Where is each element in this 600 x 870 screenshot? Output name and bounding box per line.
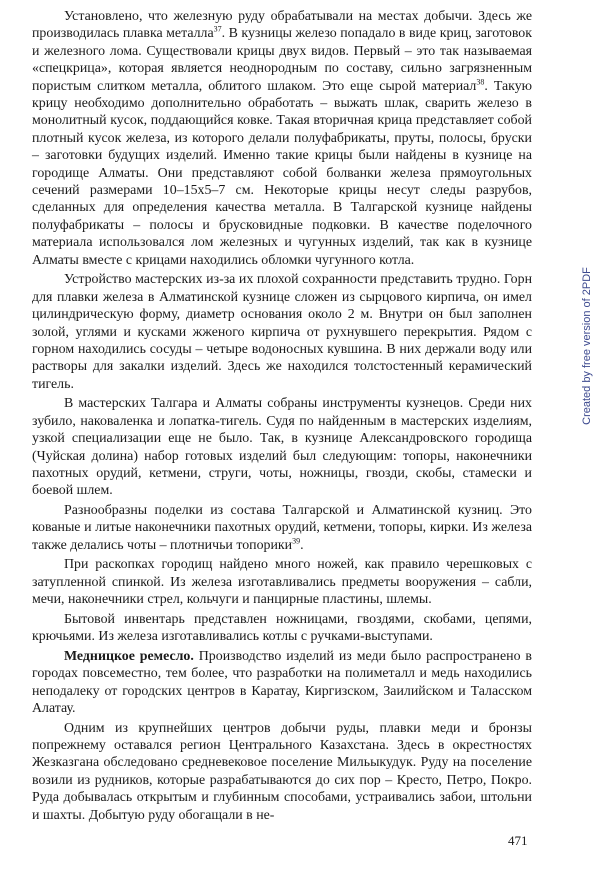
body-text <box>32 8 532 826</box>
paragraph-iron-ore: Установлено, что железную руду обрабатывали на местах добычи. Здесь же производилась плавка металла$^{37}$. В кузницы железо попадало в виде криц, заготовок и железного лома. Существовали крицы двух видов. Первый – это так называемая «спецкрица», которая является неоднородным по составу, сильно загрязненным пористым слитком металла, облитого шлаком. Это еще сырой материал$^{38}$. Такую крицу необходимо дополнительно обработать – выжать шлак, сварить железо в монолитный кусок, поддающийся ковке. Такая вторичная крица представляет собой плотный кусок железа, из которого делали полуфабрикаты, пруты, полосы, бруски – заготовки будущих изделий. Именно такие крицы были найдены в кузнице на городище Алматы. Они представляют собой болванки железа прямоугольных сечений размерами 10–15x5–7 см. Некоторые крицы несут следы разрубов, сделанных для определения качества металла. В Талгарской кузнице найдены полуфабрикаты – полосы и брусковидные подковки. В качестве поделочного материала использовался лом железных и чугунных изделий, так как в кузнице Алматы вместе с крицами находились обломки чугунного котла. <box>32 9 533 268</box>
watermark <box>580 196 594 496</box>
footnote-ref: 37 <box>213 24 222 34</box>
paragraph-central-kazakhstan: Одним из крупнейших центров добычи руды, плавки меди и бронзы попрежнему оставался регион Центрального Казахстана. Здесь в окрестностях Жезказгана обследовано средневековое поселение Мильыкудук. Руду на поселение возили из рудников, которые разрабатываются до сих пор – Кресто, Петро, Покро. Руда добывалась открытым и глубинным способами, устраивались забои, штольни и шахты. Добытую руду обогащали в не- <box>32 720 532 823</box>
paragraph-tools: В мастерских Талгара и Алматы собраны инструменты кузнецов. Среди них зубило, наковаленка и лопатка-тигель. Судя по найденным в мастерских изделиям, узкой специализации еще не было. Так, в кузнице Александровского городища (Чуйская долина) набор готовых изделий был следующим: топоры, наконечники пахотных орудий, кетмени, струги, чоты, ножницы, гвозди, скобы, стамески и боевой шлем. <box>32 396 532 499</box>
footnote-ref: 39 <box>292 536 301 546</box>
footnote-ref: 38 <box>476 77 485 86</box>
book-page <box>32 0 532 870</box>
paragraph-copper-craft: Медницкое ремесло. Производство изделий из меди было распространено в городах повсеместно, тем более, что разработки на полиметалл и медь находились неподалеку от городских центров в Каратау, Киргизском, Заилийском и Таласском Алатау. <box>32 648 532 716</box>
watermark-text: Created by free version of 2PDF <box>581 267 593 425</box>
paragraph-workshops: Устройство мастерских из-за их плохой сохранности представить трудно. Горн для плавки железа в Алматинской кузнице сложен из сырцового кирпича, он имел цилиндрическую форму, диаметр основания около 2 м. Внутри он был заполнен золой, углями и кусками жженого кирпича от рухнувшего перекрытия. Рядом с горном находились сосуды – четыре водоносных кувшина. В них держали воду или растворы для закалки изделий. Здесь же находился толстостенный керамический тигель. <box>32 272 532 392</box>
page-number: 471 <box>508 833 528 848</box>
paragraph-household: Бытовой инвентарь представлен ножницами, гвоздями, скобами, цепями, крючьями. Из железа изготавливались котлы с ручками-выступами. <box>32 611 532 645</box>
section-heading: Медницкое ремесло. <box>64 648 194 664</box>
paragraph-knives: При раскопках городищ найдено много ножей, как правило черешковых с затупленной спинкой. Из железа изготавливались предметы вооружения – сабли, мечи, наконечники стрел, кольчуги и панцирные пластины, шлемы. <box>32 557 532 608</box>
paragraph-products: Разнообразны поделки из состава Талгарской и Алматинской кузниц. Это кованые и литые наконечники пахотных орудий, кетмени, топоры, кирки. Из железа также делались чоты – плотничьи топорики$^{39}$. <box>32 502 532 553</box>
